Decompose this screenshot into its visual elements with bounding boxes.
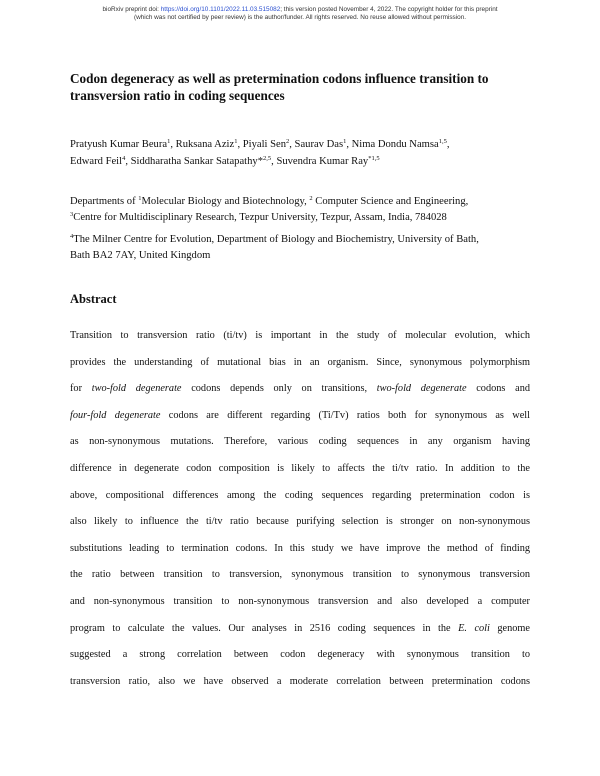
author: Siddharatha Sankar Satapathy*$^{2,5}$, [130, 155, 277, 167]
preprint-header-line-1: bioRxiv preprint doi: https://doi.org/10.1101/2022.11.03.515082; this version posted November 4, 2022. The copyright holder for this preprint [102, 6, 498, 13]
abstract-line: difference in degenerate codon composition is likely to affects the ti/tv ratio. In addition to the [70, 462, 530, 474]
author: Pratyush Kumar Beura$^1$, [70, 138, 176, 150]
affiliation-line: $^3$Centre for Multidisciplinary Research, Tezpur University, Tezpur, Assam, India, 784028 [70, 211, 447, 223]
affiliation-block-india [70, 194, 540, 226]
author: Ruksana Aziz$^1$, [175, 138, 243, 150]
affiliation-block-bath [70, 232, 540, 264]
affiliation-line: Bath BA2 7AY, United Kingdom [70, 250, 211, 261]
affiliation-line: $^4$The Milner Centre for Evolution, Department of Biology and Biochemistry, University of Bath, [70, 233, 479, 245]
preprint-header-line-2: (which was not certified by peer review) is the author/funder. All rights reserved. No reuse allowed without permission. [133, 14, 467, 21]
author: Nima Dondu Namsa$^{1,5}$, [351, 138, 450, 150]
author-list [70, 136, 540, 170]
doi-link[interactable]: https://doi.org/10.1101/2022.11.03.515082 [160, 6, 281, 13]
author: Piyali Sen$^2$, [242, 138, 295, 150]
abstract-line: suggested a strong correlation between codon degeneracy with synonymous transition to [70, 649, 530, 661]
abstract-line: four-fold degenerate codons are different regarding (Ti/Tv) ratios both for synonymous as well [70, 409, 530, 421]
paper-title: Codon degeneracy as well as pretermination codons influence transition to transversion ratio in coding sequences [70, 71, 489, 103]
abstract-line: the ratio between transition to transversion, synonymous transition to synonymous transversion [70, 569, 530, 581]
abstract-line: above, compositional differences among the coding sequences regarding pretermination codon is [70, 489, 530, 501]
abstract-line: also likely to influence the ti/tv ratio because purifying selection is stronger on non-synonymous [70, 516, 530, 528]
author: Edward Feil$^4$, [70, 155, 131, 167]
abstract-heading: Abstract [70, 292, 117, 306]
abstract-line: and non-synonymous transition to non-synonymous transversion and also developed a computer [70, 595, 530, 607]
affiliation-line: Departments of $^1$Molecular Biology and Biotechnology, $^2$ Computer Science and Engineering, [70, 195, 469, 207]
abstract-line: for two-fold degenerate codons depends only on transitions, two-fold degenerate codons and [70, 383, 530, 395]
abstract-body [70, 328, 530, 700]
abstract-line: provides the understanding of mutational bias in an organism. Since, synonymous polymorphism [70, 356, 530, 368]
preprint-header [0, 6, 600, 22]
abstract-line: Transition to transversion ratio (ti/tv) is important in the study of molecular evolution, which [70, 330, 530, 341]
author: Saurav Das$^1$, [294, 138, 352, 150]
abstract-line: substitutions leading to termination codons. In this study we have improve the method of finding [70, 542, 530, 554]
abstract-line: program to calculate the values. Our analyses in 2516 coding sequences in the E. coli genome [70, 622, 530, 634]
abstract-line: as non-synonymous mutations. Therefore, various coding sequences in any organism having [70, 436, 530, 448]
author: Suvendra Kumar Ray$^{*1,5}$ [276, 155, 380, 167]
abstract-line: transversion ratio, also we have observed a moderate correlation between pretermination codons [70, 675, 530, 687]
